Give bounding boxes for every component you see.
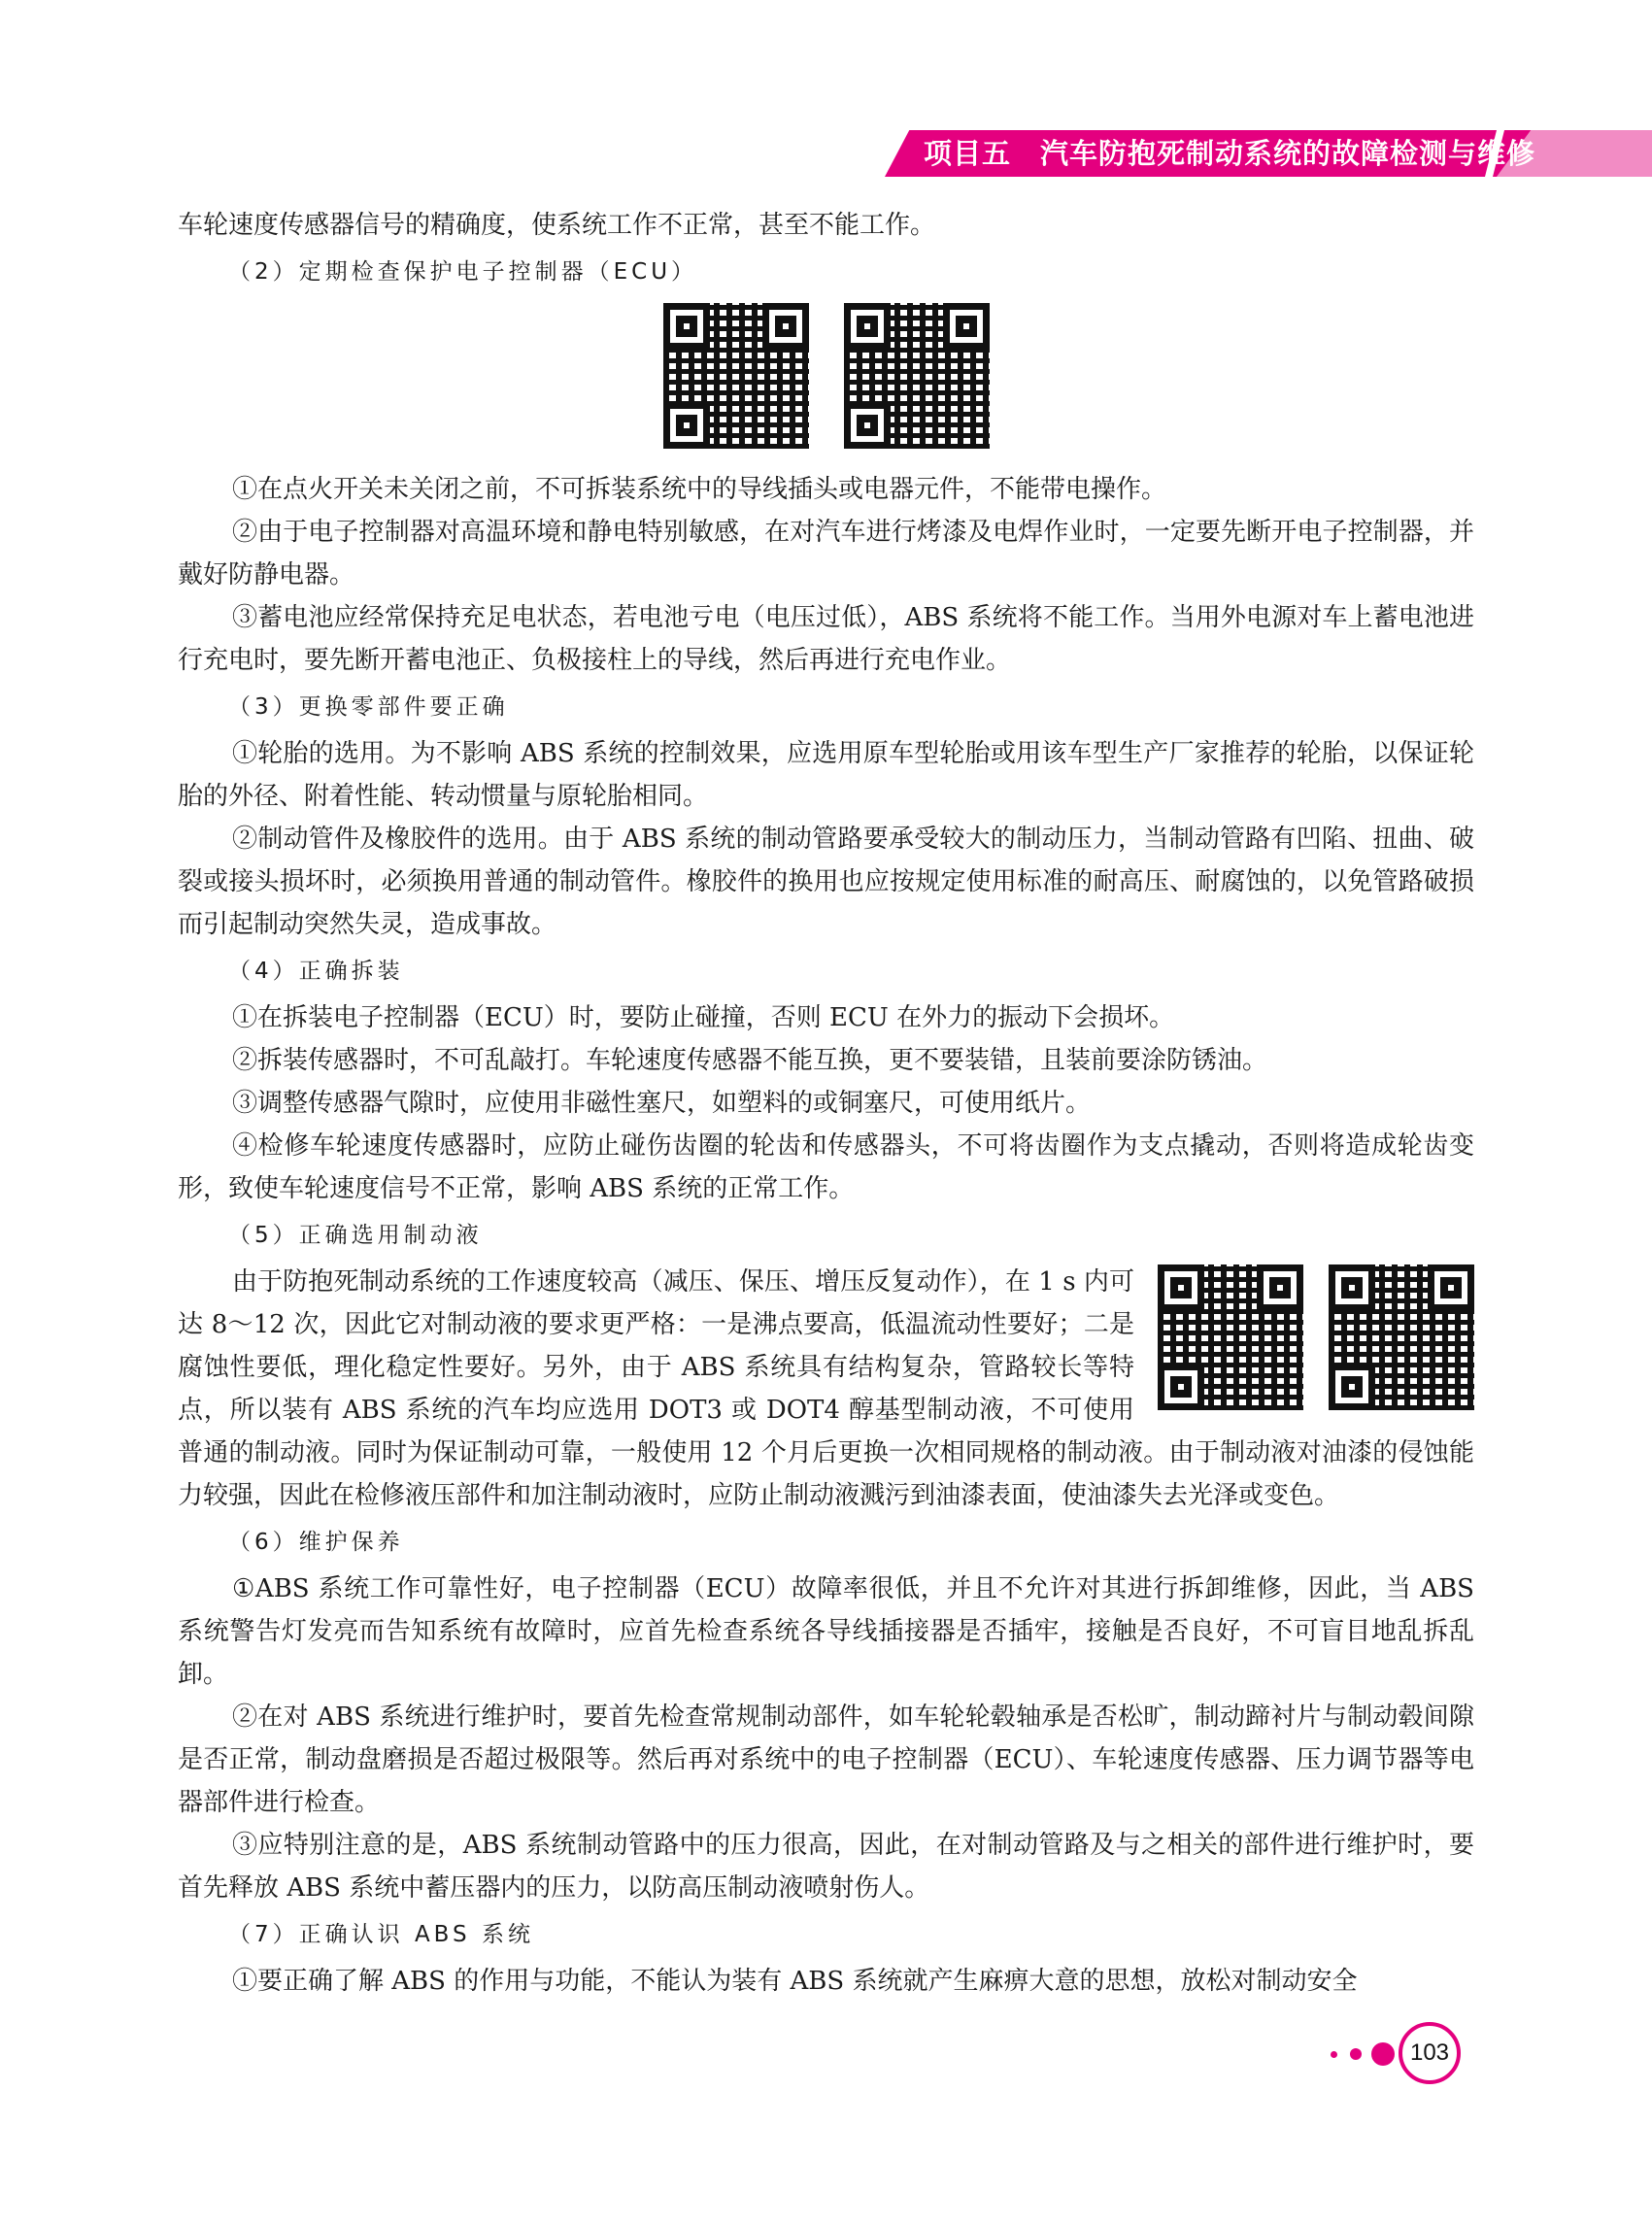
paragraph: ④检修车轮速度传感器时，应防止碰伤齿圈的轮齿和传感器头，不可将齿圈作为支点撬动，否则将造成轮齿变形，致使车轮速度信号不正常，影响 ABS 系统的正常工作。 [178,1131,1474,1203]
paragraph: ①在点火开关未关闭之前，不可拆装系统中的导线插头或电器元件，不能带电操作。 [232,475,1167,504]
paragraph: ②在对 ABS 系统进行维护时，要首先检查常规制动部件，如车轮轮毂轴承是否松旷，制动蹄衬片与制动毂间隙是否正常，制动盘磨损是否超过极限等。然后再对系统中的电子控制器（ECU）、车轮速度传感器、压力调节器等电器部件进行检查。 [178,1702,1474,1817]
paragraph: ③应特别注意的是，ABS 系统制动管路中的压力很高，因此，在对制动管路及与之相关的部件进行维护时，要首先释放 ABS 系统中蓄压器内的压力，以防高压制动液喷射伤人。 [178,1831,1474,1903]
qr-code[interactable] [1158,1264,1303,1410]
paragraph: ②制动管件及橡胶件的选用。由于 ABS 系统的制动管路要承受较大的制动压力，当制动管路有凹陷、扭曲、破裂或接头损坏时，必须换用普通的制动管件。橡胶件的换用也应按规定使用标准的耐高压、耐腐蚀的，以免管路破损而引起制动突然失灵，造成事故。 [178,825,1474,939]
paragraph: 由于防抱死制动系统的工作速度较高（减压、保压、增压反复动作），在 1 s 内可达 8～12 次，因此它对制动液的要求更严格：一是沸点要高，低温流动性要好；二是腐蚀性要低，理化稳定性要好。另外，由于 ABS 系统具有结构复杂，管路较长等特点，所以装有 ABS 系统的汽车均应选用 DOT3 或 DOT4 醇基型制动液，不可使用普通的制动液。同时为保证制动可靠，一般使用 12 个月后更换一次相同规格的制动液。由于制动液对油漆的侵蚀能力较强，因此在检修液压部件和加注制动液时，应防止制动液溅污到油漆表面，使油漆失去光泽或变色。 [178,1267,1474,1510]
section-heading: （5）正确选用制动液 [228,1223,483,1248]
paragraph: 车轮速度传感器信号的精确度，使系统工作不正常，甚至不能工作。 [178,211,936,240]
paragraph: ①在拆装电子控制器（ECU）时，要防止碰撞，否则 ECU 在外力的振动下会损坏。 [232,1003,1175,1032]
section-heading: （6）维护保养 [228,1530,404,1555]
section-heading: （4）正确拆装 [228,959,404,984]
paragraph: ③蓄电池应经常保持充足电状态，若电池亏电（电压过低），ABS 系统将不能工作。当用外电源对车上蓄电池进行充电时，要先断开蓄电池正、负极接柱上的导线，然后再进行充电作业。 [178,603,1474,675]
qr-code[interactable] [844,303,990,449]
section-heading: （3）更换零部件要正确 [228,694,509,720]
paragraph: ①要正确了解 ABS 的作用与功能，不能认为装有 ABS 系统就产生麻痹大意的思想，放松对制动安全 [232,1967,1358,1996]
paragraph: ②由于电子控制器对高温环境和静电特别敏感，在对汽车进行烤漆及电焊作业时，一定要先断开电子控制器，并戴好防静电器。 [178,518,1474,590]
section-heading: （7）正确认识 ABS 系统 [228,1922,534,1947]
dot-icon [1371,2042,1395,2066]
paragraph: ②拆装传感器时，不可乱敲打。车轮速度传感器不能互换，更不要装错，且装前要涂防锈油。 [232,1046,1268,1075]
paragraph: ①轮胎的选用。为不影响 ABS 系统的控制效果，应选用原车型轮胎或用该车型生产厂家推荐的轮胎，以保证轮胎的外径、附着性能、转动惯量与原轮胎相同。 [178,739,1474,811]
paragraph: ③调整传感器气隙时，应使用非磁性塞尺，如塑料的或铜塞尺，可使用纸片。 [232,1089,1092,1118]
brake-fluid-block [178,1261,1474,1517]
qr-code[interactable] [663,303,809,449]
page-number: 103 [1399,2022,1461,2084]
page-body [178,204,1474,2003]
dot-icon [1350,2048,1362,2060]
page-footer [1311,2022,1486,2090]
dot-icon [1331,2051,1337,2058]
qr-code[interactable] [1329,1264,1474,1410]
qr-code-group [178,303,1474,449]
chapter-title: 项目五 汽车防抱死制动系统的故障检测与维修 [924,137,1536,170]
qr-code-group [1158,1264,1474,1410]
section-heading: （2）定期检查保护电子控制器（ECU） [228,259,698,285]
paragraph: ①ABS 系统工作可靠性好，电子控制器（ECU）故障率很低，并且不允许对其进行拆卸维修，因此，当 ABS 系统警告灯发亮而告知系统有故障时，应首先检查系统各导线插接器是否插牢，接触是否良好，不可盲目地乱拆乱卸。 [178,1574,1474,1689]
chapter-header [846,130,1652,177]
